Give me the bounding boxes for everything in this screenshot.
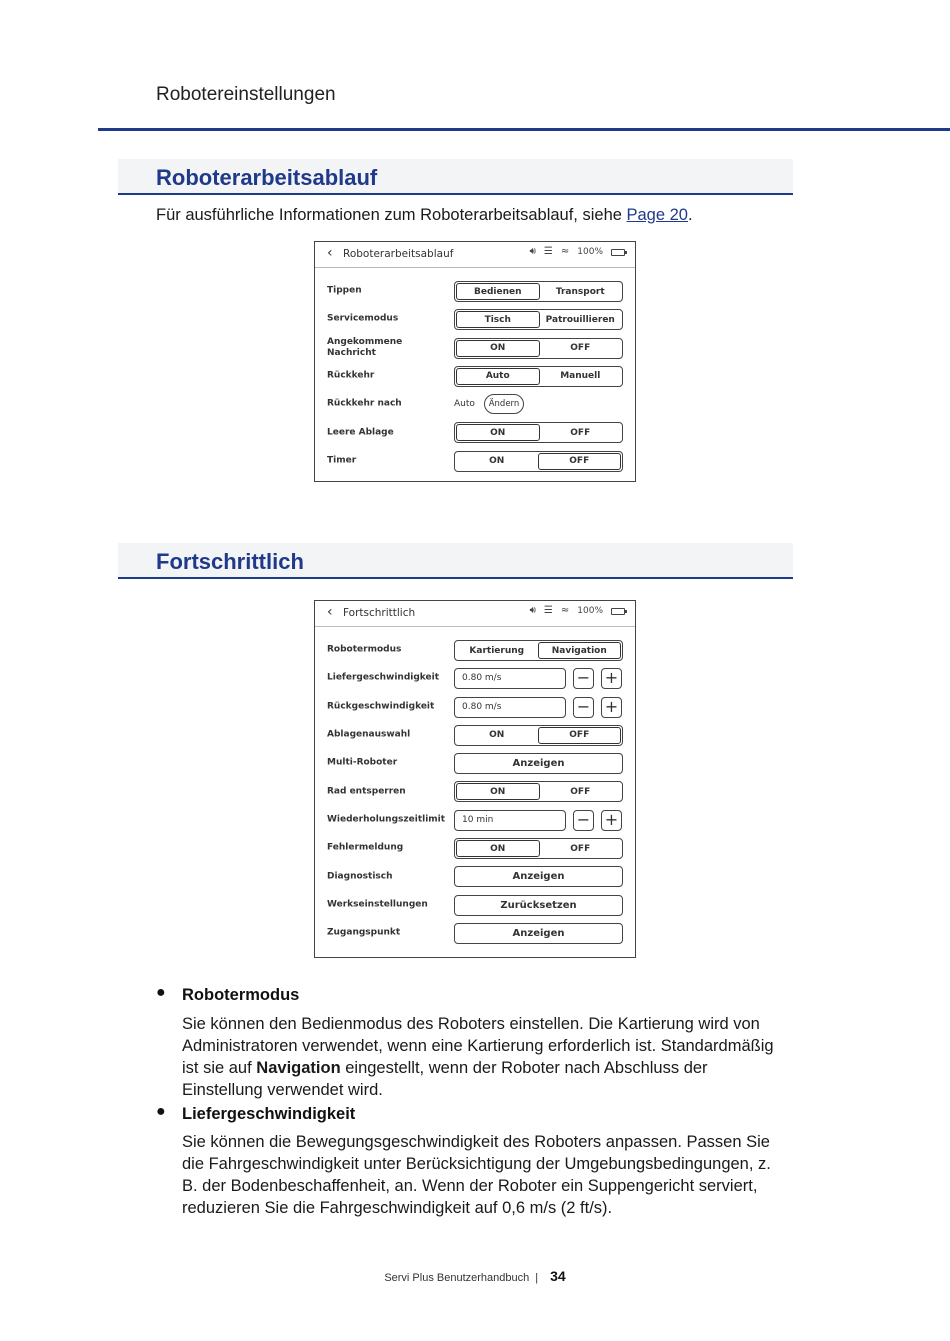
setting-label: Fehlermeldung — [327, 842, 404, 853]
setting-row — [315, 664, 635, 692]
header-rule — [98, 128, 950, 131]
setting-label: Rad entsperren — [327, 786, 406, 797]
setting-label: Ablagenauswahl — [327, 729, 411, 740]
option-selected[interactable]: Bedienen — [456, 283, 540, 300]
return-speed-input[interactable]: 0.80 m/s — [454, 697, 566, 718]
setting-row — [315, 334, 635, 362]
toggle-ablagenauswahl — [454, 725, 623, 746]
option-selected[interactable]: Tisch — [456, 311, 540, 328]
status-bar — [530, 247, 625, 257]
section-band-advanced — [118, 543, 793, 579]
back-arrow-icon[interactable]: ‹ — [327, 604, 333, 620]
setting-label: Multi-Roboter — [327, 757, 398, 768]
option-selected[interactable]: ON — [456, 340, 540, 357]
toggle-robotermodus — [454, 640, 623, 661]
text-part: Sie können den Bedienmodus des Roboters einstellen. Die Kartierung wird von Administratoren verwendet, wenn eine Kartierung erforderlich ist. Standardmäßig ist sie auf — [182, 1015, 774, 1077]
text-part: eingestellt, wenn der Roboter nach Abschluss der Einstellung verwendet wird. — [182, 1059, 708, 1099]
setting-label: Servicemodus — [327, 313, 399, 324]
setting-row — [315, 390, 635, 418]
setting-label: Zugangspunkt — [327, 927, 401, 938]
tray-icon: ☰ — [543, 605, 553, 616]
return-value: Auto — [454, 399, 475, 410]
setting-label: Robotermodus — [327, 644, 402, 655]
setting-row — [315, 721, 635, 749]
screen-advanced — [314, 600, 636, 958]
bullet-icon: ● — [156, 1103, 166, 1120]
option[interactable]: OFF — [570, 843, 591, 854]
option-selected[interactable]: Navigation — [538, 642, 622, 659]
show-button[interactable]: Anzeigen — [454, 923, 623, 944]
setting-row — [315, 277, 635, 305]
section-title: Fortschrittlich — [156, 549, 304, 574]
screen-title: Fortschrittlich — [343, 607, 416, 619]
running-header: Robotereinstellungen — [156, 84, 336, 105]
manual-name: Servi Plus Benutzerhandbuch — [384, 1272, 530, 1284]
option-selected[interactable]: OFF — [538, 453, 622, 470]
option-selected[interactable]: OFF — [538, 727, 622, 744]
setting-row — [315, 919, 635, 947]
option[interactable]: Kartierung — [469, 645, 525, 656]
toggle-rad-entsperren — [454, 781, 623, 802]
setting-row — [315, 834, 635, 862]
speaker-icon: 🔊︎ — [529, 246, 536, 257]
page-footer — [0, 1268, 950, 1284]
option[interactable]: OFF — [570, 786, 591, 797]
intro-text — [156, 206, 693, 225]
toggle-tippen — [454, 281, 623, 302]
plus-icon[interactable]: + — [601, 810, 622, 831]
page-number: 34 — [550, 1268, 566, 1284]
wifi-icon: ≈ — [560, 246, 570, 257]
plus-icon[interactable]: + — [601, 668, 622, 689]
bullet-text: Sie können die Bewegungsgeschwindigkeit des Roboters anpassen. Passen Sie die Fahrgeschwindigkeit unter Berücksichtigung der Umgebungsbedingungen, z. B. der Bodenbeschaffenheit, an. Wenn der Roboter ein Suppengericht serviert, reduzieren Sie die Fahrgeschwindigkeit auf 0,6 m/s (2 ft/s). — [182, 1133, 771, 1217]
setting-label: Timer — [327, 455, 357, 466]
bullet-text — [182, 1013, 782, 1101]
bullet-icon: ● — [156, 984, 166, 1001]
back-arrow-icon[interactable]: ‹ — [327, 245, 333, 261]
show-button[interactable]: Anzeigen — [454, 866, 623, 887]
option[interactable]: Transport — [555, 286, 605, 297]
screen-top-bar — [315, 601, 635, 627]
option[interactable]: OFF — [570, 427, 591, 438]
battery-percent: 100% — [577, 606, 603, 616]
setting-row — [315, 418, 635, 446]
screen-title: Roboterarbeitsablauf — [343, 248, 454, 260]
intro-suffix: . — [687, 206, 693, 224]
section-title: Roboterarbeitsablauf — [156, 165, 378, 190]
toggle-nachricht — [454, 338, 623, 359]
setting-row — [315, 362, 635, 390]
setting-row — [315, 777, 635, 805]
minus-icon[interactable]: − — [573, 668, 594, 689]
setting-label: Werkseinstellungen — [327, 899, 428, 910]
bullet-title: Liefergeschwindigkeit — [182, 1105, 356, 1123]
settings-list — [315, 268, 635, 475]
intro-prefix: Für ausführliche Informationen zum Roboterarbeitsablauf, siehe — [156, 206, 627, 224]
setting-row — [315, 862, 635, 890]
settings-list — [315, 627, 635, 947]
footer-separator: | — [535, 1272, 539, 1284]
wifi-icon: ≈ — [560, 605, 570, 616]
setting-row — [315, 636, 635, 664]
setting-label: Rückgeschwindigkeit — [327, 701, 435, 712]
toggle-rueckkehr — [454, 366, 623, 387]
option-selected[interactable]: ON — [456, 424, 540, 441]
option[interactable]: Manuell — [560, 371, 601, 382]
speed-input[interactable]: 0.80 m/s — [454, 668, 566, 689]
page-link[interactable]: Page 20 — [626, 206, 688, 224]
setting-label: Leere Ablage — [327, 427, 394, 438]
bullet-title: Robotermodus — [182, 986, 300, 1004]
minus-icon[interactable]: − — [573, 810, 594, 831]
setting-row — [315, 693, 635, 721]
plus-icon[interactable]: + — [601, 697, 622, 718]
setting-label: Diagnostisch — [327, 871, 393, 882]
status-bar — [530, 606, 625, 616]
toggle-leere-ablage — [454, 422, 623, 443]
setting-row — [315, 806, 635, 834]
screen-top-bar — [315, 242, 635, 268]
reset-button[interactable]: Zurücksetzen — [454, 895, 623, 916]
setting-label: Liefergeschwindigkeit — [327, 672, 440, 683]
setting-row — [315, 749, 635, 777]
toggle-servicemodus — [454, 309, 623, 330]
speaker-icon: 🔊︎ — [529, 605, 536, 616]
setting-row — [315, 305, 635, 333]
text-bold: Navigation — [256, 1059, 341, 1077]
section-band-workflow — [118, 159, 793, 195]
setting-label: Wiederholungszeitlimit — [327, 814, 446, 825]
setting-row — [315, 891, 635, 919]
tray-icon: ☰ — [543, 246, 553, 257]
option[interactable]: ON — [489, 456, 505, 467]
option[interactable]: Patrouillieren — [545, 314, 615, 325]
setting-label: Tippen — [327, 285, 362, 296]
setting-label: Rückkehr nach — [327, 398, 402, 409]
battery-icon — [611, 608, 625, 615]
option-selected[interactable]: ON — [456, 783, 540, 800]
option[interactable]: OFF — [570, 343, 591, 354]
retry-timeout-input[interactable]: 10 min — [454, 810, 566, 831]
screen-workflow — [314, 241, 636, 482]
setting-label: Angekommene Nachricht — [327, 336, 403, 358]
show-button[interactable]: Anzeigen — [454, 753, 623, 774]
minus-icon[interactable]: − — [573, 697, 594, 718]
setting-row — [315, 447, 635, 475]
toggle-timer — [454, 451, 623, 472]
battery-percent: 100% — [577, 247, 603, 257]
battery-icon — [611, 249, 625, 256]
option[interactable]: ON — [489, 730, 505, 741]
option-selected[interactable]: Auto — [456, 368, 540, 385]
toggle-fehlermeldung — [454, 838, 623, 859]
change-button[interactable]: Ändern — [484, 394, 524, 414]
setting-label: Rückkehr — [327, 370, 375, 381]
option-selected[interactable]: ON — [456, 840, 540, 857]
